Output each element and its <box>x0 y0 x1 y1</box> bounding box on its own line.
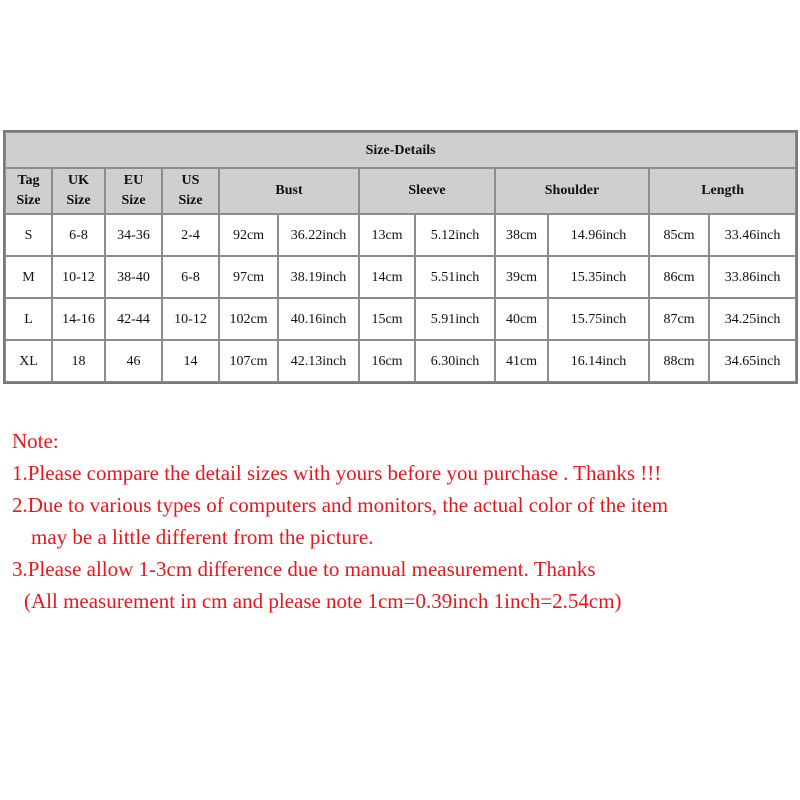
cell-sleeve-cm: 16cm <box>359 340 415 382</box>
header-bust: Bust <box>219 168 359 214</box>
cell-length-cm: 86cm <box>649 256 709 298</box>
cell-tag: XL <box>5 340 52 382</box>
note-line-1: 1.Please compare the detail sizes with yours before you purchase . Thanks !!! <box>12 461 662 485</box>
header-sleeve: Sleeve <box>359 168 495 214</box>
size-details-table <box>3 130 798 384</box>
note-line-2: 2.Due to various types of computers and monitors, the actual color of the item <box>12 493 669 517</box>
note-line-3: 3.Please allow 1-3cm difference due to manual measurement. Thanks <box>12 557 596 581</box>
cell-sleeve-cm: 14cm <box>359 256 415 298</box>
cell-shoulder-cm: 41cm <box>495 340 548 382</box>
table-row <box>5 298 796 340</box>
cell-shoulder-inch: 14.96inch <box>548 214 649 256</box>
cell-bust-cm: 92cm <box>219 214 278 256</box>
header-length: Length <box>649 168 796 214</box>
cell-bust-inch: 36.22inch <box>278 214 359 256</box>
cell-shoulder-cm: 38cm <box>495 214 548 256</box>
cell-bust-cm: 97cm <box>219 256 278 298</box>
cell-uk: 18 <box>52 340 105 382</box>
cell-tag: S <box>5 214 52 256</box>
cell-sleeve-inch: 5.51inch <box>415 256 495 298</box>
cell-length-cm: 88cm <box>649 340 709 382</box>
cell-sleeve-cm: 15cm <box>359 298 415 340</box>
table-row <box>5 214 796 256</box>
cell-length-inch: 33.46inch <box>709 214 796 256</box>
cell-eu: 42-44 <box>105 298 162 340</box>
header-tag-size: Tag Size <box>5 168 52 214</box>
cell-tag: L <box>5 298 52 340</box>
cell-sleeve-inch: 5.91inch <box>415 298 495 340</box>
cell-bust-cm: 102cm <box>219 298 278 340</box>
cell-shoulder-inch: 15.35inch <box>548 256 649 298</box>
cell-us: 10-12 <box>162 298 219 340</box>
header-eu-size: EU Size <box>105 168 162 214</box>
cell-bust-inch: 40.16inch <box>278 298 359 340</box>
header-shoulder: Shoulder <box>495 168 649 214</box>
cell-sleeve-cm: 13cm <box>359 214 415 256</box>
cell-uk: 10-12 <box>52 256 105 298</box>
notes-title: Note: <box>12 429 59 453</box>
cell-shoulder-inch: 15.75inch <box>548 298 649 340</box>
cell-eu: 38-40 <box>105 256 162 298</box>
note-line-3-continued: (All measurement in cm and please note 1cm=0.39inch 1inch=2.54cm) <box>24 589 622 613</box>
cell-sleeve-inch: 6.30inch <box>415 340 495 382</box>
cell-length-cm: 87cm <box>649 298 709 340</box>
table-title: Size-Details <box>5 132 796 168</box>
cell-length-inch: 33.86inch <box>709 256 796 298</box>
cell-length-inch: 34.65inch <box>709 340 796 382</box>
cell-eu: 46 <box>105 340 162 382</box>
cell-tag: M <box>5 256 52 298</box>
cell-bust-inch: 42.13inch <box>278 340 359 382</box>
cell-us: 2-4 <box>162 214 219 256</box>
table-row <box>5 256 796 298</box>
cell-length-inch: 34.25inch <box>709 298 796 340</box>
cell-us: 14 <box>162 340 219 382</box>
table-row <box>5 340 796 382</box>
header-uk-size: UK Size <box>52 168 105 214</box>
notes-section <box>0 425 800 617</box>
cell-shoulder-cm: 39cm <box>495 256 548 298</box>
cell-shoulder-cm: 40cm <box>495 298 548 340</box>
note-line-2-continued: may be a little different from the picture. <box>31 525 374 549</box>
cell-eu: 34-36 <box>105 214 162 256</box>
cell-uk: 6-8 <box>52 214 105 256</box>
cell-uk: 14-16 <box>52 298 105 340</box>
cell-length-cm: 85cm <box>649 214 709 256</box>
cell-bust-inch: 38.19inch <box>278 256 359 298</box>
cell-us: 6-8 <box>162 256 219 298</box>
cell-sleeve-inch: 5.12inch <box>415 214 495 256</box>
cell-bust-cm: 107cm <box>219 340 278 382</box>
cell-shoulder-inch: 16.14inch <box>548 340 649 382</box>
header-us-size: US Size <box>162 168 219 214</box>
